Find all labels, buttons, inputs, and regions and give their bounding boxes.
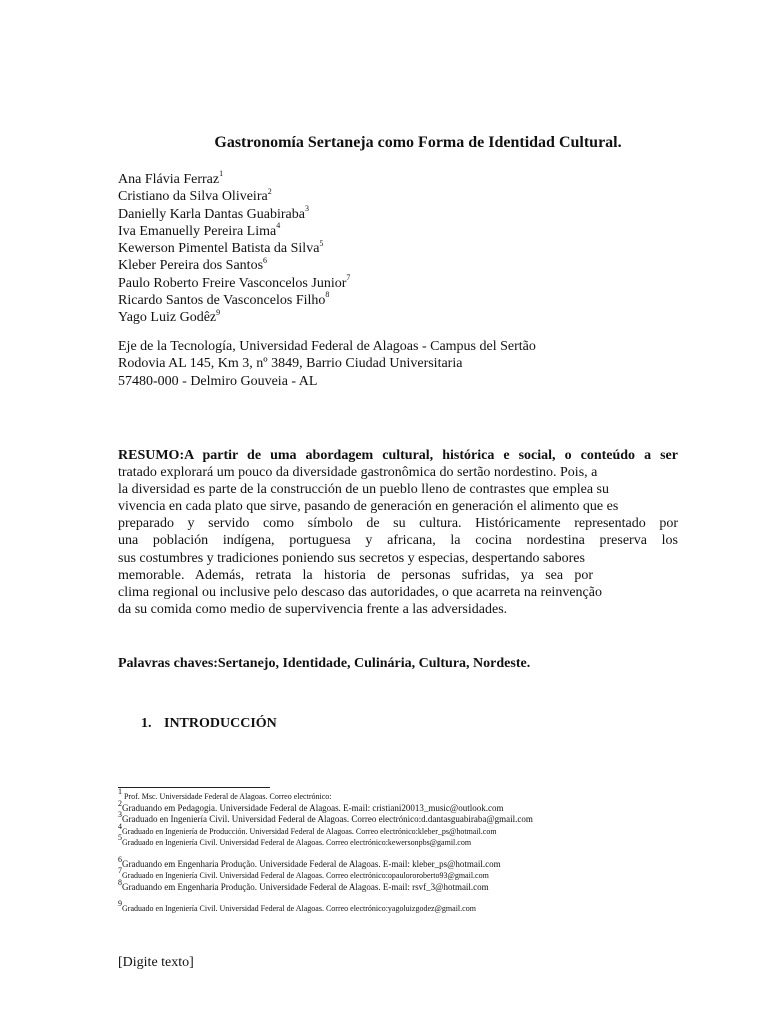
author-name: Kewerson Pimentel Batista da Silva [118,241,320,257]
author-7 [118,275,350,292]
footnote-text: Graduado en Ingeniería Civil. Universidad Federal de Alagoas. Correo electrónico:yagoluizgodez@gmail.com [122,904,476,913]
author-name: Cristiano da Silva Oliveira [118,189,268,205]
author-name: Ana Flávia Ferraz [118,172,220,187]
footnote-text: Graduando em Engenharia Produção. Universidade Federal de Alagoas. E-mail: rsvf_3@hotmail.com [122,881,489,892]
abstract-line: vivencia en cada plato que sirve, pasando de generación en generación el alimento que es [118,499,619,515]
footnote-9 [118,899,533,915]
author-ref: 7 [346,273,351,283]
footnote-ref: 3 [118,810,122,819]
author-ref: 9 [216,307,221,317]
affiliation-line: 57480-000 - Delmiro Gouveia - AL [118,373,318,389]
author-4 [118,223,350,240]
footnote-4 [118,821,533,838]
abstract-line: da su comida como medio de supervivencia frente a las adversidades. [118,601,508,617]
author-ref: 1 [219,169,224,179]
author-ref: 8 [325,290,330,300]
footnotes [118,787,533,915]
footnote-text: Graduado en Ingeniería de Producción. Universidad Federal de Alagoas. Correo electrónico:kleber_ps@hotmail.com [122,826,497,836]
author-name: Paulo Roberto Freire Vasconcelos Junior [118,275,347,291]
footnote-text: Graduando em Pedagogia. Universidade Federal de Alagoas. E-mail: cristiani20013_music@outlook.com [122,802,504,813]
footnote-ref: 1 [118,787,122,797]
abstract-line: tratado explorará um pouco da diversidade gastronômica do sertão nordestino. Pois, a [118,465,598,481]
abstract-line: memorable. Además, retrata la historia de personas sufridas, ya sea por [118,567,593,583]
affiliation-line: Rodovia AL 145, Km 3, nº 3849, Barrio Ciudad Universitaria [118,356,463,372]
footnote-ref: 9 [118,899,122,909]
footnote-ref: 2 [118,798,122,808]
author-name: Kleber Pereira dos Santos [118,258,264,274]
abstract-line: sus costumbres y tradiciones poniendo sus secretos y especias, despertando sabores [118,550,585,566]
abstract-line: una población indígena, portuguesa y africana, la cocina nordestina preserva los [118,533,678,549]
footnote-3 [118,810,533,826]
footnote-ref: 6 [118,854,122,864]
section-number: 1. [141,716,152,731]
footnote-separator [118,787,270,788]
footnote-ref: 5 [118,833,122,843]
author-ref: 5 [319,238,324,248]
abstract-line: preparado y servido como símbolo de su cultura. Históricamente representado por [118,516,678,532]
author-name: Ricardo Santos de Vasconcelos Filho [118,293,326,309]
abstract-line: la diversidad es parte de la construcción de un pueblo lleno de contrastes que emplea su [118,482,609,498]
author-6 [118,257,350,274]
author-5 [118,240,350,257]
section-heading [141,715,277,733]
abstract [118,447,678,618]
author-ref: 3 [304,203,309,213]
footnote-ref: 8 [118,877,122,887]
author-name: Danielly Karla Dantas Guabiraba [118,206,305,222]
author-ref: 2 [267,186,272,196]
footnote-text: Prof. Msc. Universidade Federal de Alagoas. Correo electrónico: [124,792,332,801]
footnote-ref: 4 [118,821,122,831]
footnote-7 [118,866,533,882]
author-ref: 6 [263,255,268,265]
abstract-line [118,447,678,464]
section-title: INTRODUCCIÓN [164,716,277,731]
affiliation-block [118,338,536,390]
footnote-ref: 7 [118,866,122,876]
footnote-spacer [118,849,533,859]
author-3 [118,203,350,223]
affiliation-line: Eje de la Tecnología, Universidad Federal de Alagoas - Campus del Sertão [118,339,536,354]
document-title: Gastronomía Sertaneja como Forma de Identidad Cultural. [214,134,622,151]
footer-placeholder[interactable]: [Digite texto] [118,955,194,970]
author-8 [118,292,350,309]
author-name: Yago Luiz Godêz [118,310,217,326]
author-2 [118,188,350,205]
footnote-text: Graduado en Ingeniería Civil. Universidad Federal de Alagoas. Correo electrónico:d.dantasguabiraba@gmail.com [122,814,533,824]
footnote-spacer [118,893,533,903]
author-ref: 4 [276,221,281,231]
footnote-6 [118,854,533,871]
abstract-label: RESUMO: [118,448,185,463]
keywords: Palavras chaves:Sertanejo, Identidade, Culinária, Cultura, Nordeste. [118,656,531,671]
footnote-2 [118,798,533,815]
author-1 [118,171,350,188]
abstract-first-line: A partir de uma abordagem cultural, histórica e social, o conteúdo a ser [184,448,678,463]
footnote-text: Graduado en Ingeniería Civil. Universidad Federal de Alagoas. Correo electrónico:opaulororoberto93@gmail.com [122,871,489,880]
footnote-8 [118,877,533,894]
abstract-line: clima regional ou inclusive pelo descaso das autoridades, o que acarreta na reinvenção [118,584,602,600]
footnote-text: Graduado en Ingeniería Civil. Universidad Federal de Alagoas. Correo electrónico:kewersonpbs@gamil.com [122,838,472,847]
footnote-text: Graduando em Engenharia Produção. Universidade Federal de Alagoas. E-mail: kleber_ps@hotmail.com [122,858,501,869]
footnote-5 [118,833,533,849]
author-list [118,171,350,327]
author-name: Iva Emanuelly Pereira Lima [118,223,277,239]
footnote-1 [118,787,533,803]
author-9 [118,309,350,326]
